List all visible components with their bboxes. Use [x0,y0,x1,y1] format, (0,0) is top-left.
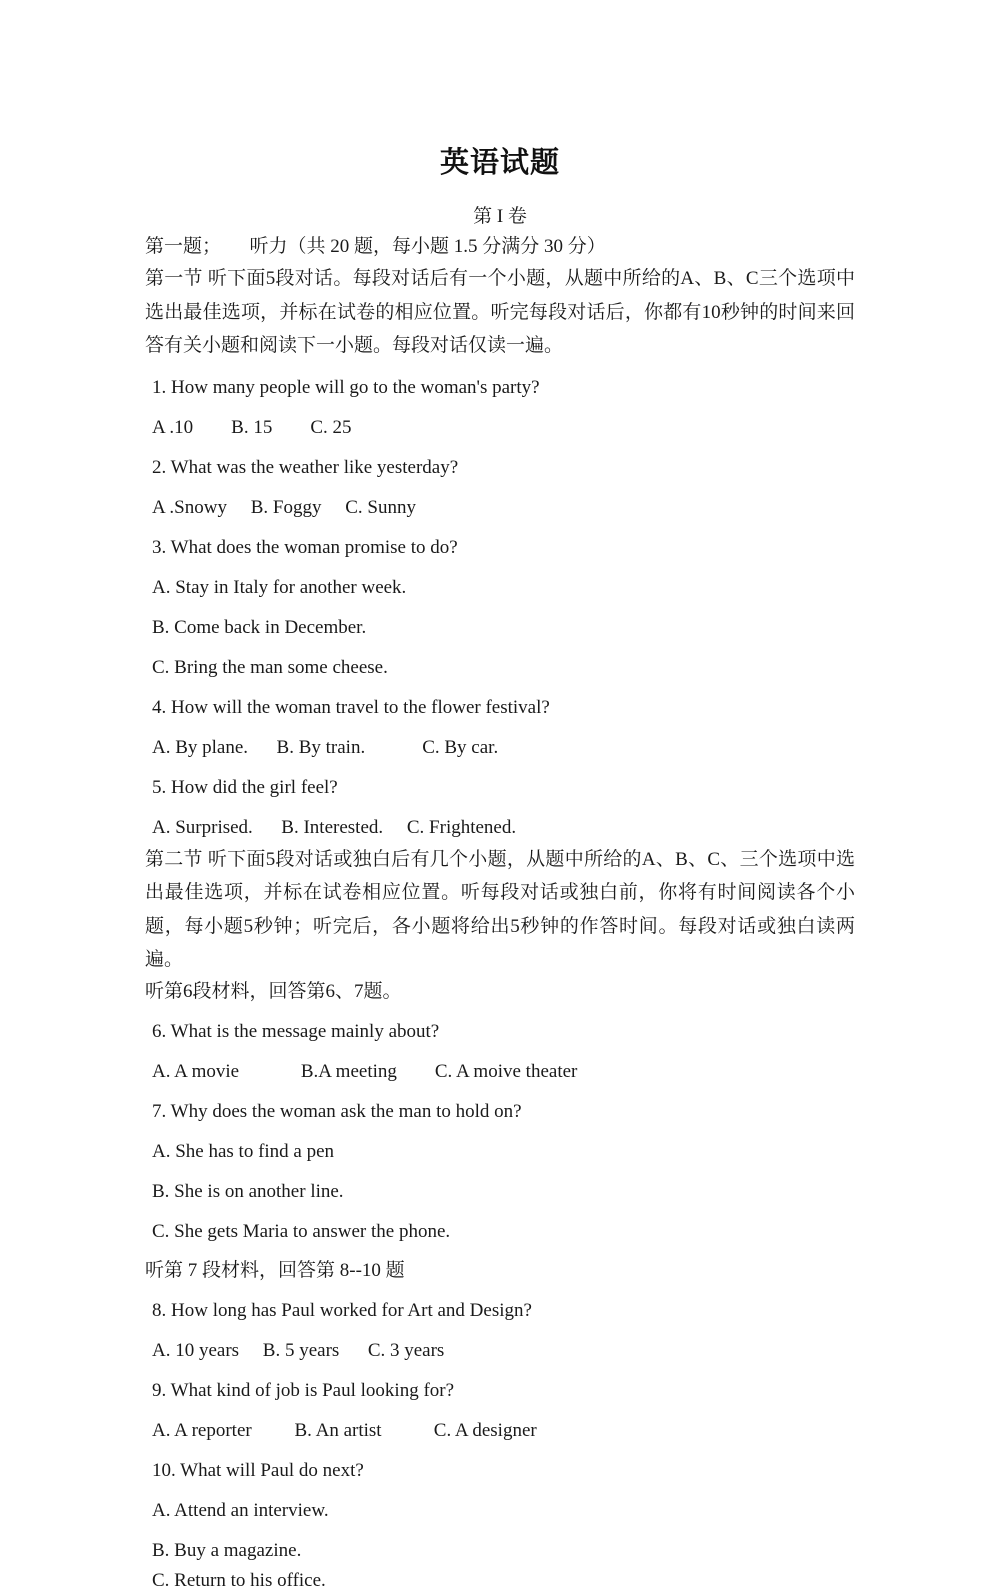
question-option-10-a: A. Attend an interview. [152,1499,329,1521]
document-content [145,140,855,1596]
question-stem-3: 3. What does the woman promise to do? [152,536,458,558]
question-option-7-a: A. She has to find a pen [152,1140,335,1162]
question-options-9: A. A reporter B. An artist C. A designer [152,1419,537,1441]
question-options-4: A. By plane. B. By train. C. By car. [152,736,499,758]
question-options-6: A. A movie B.A meeting C. A moive theater [152,1060,578,1082]
question-option-7-c: C. She gets Maria to answer the phone. [152,1220,451,1242]
question-stem-6: 6. What is the message mainly about? [152,1020,440,1042]
material-six-header: 听第6段材料，回答第6、7题。 [145,980,402,1002]
question-stem-5: 5. How did the girl feel? [152,776,338,798]
question-stem-1: 1. How many people will go to the woman's party? [152,376,540,398]
part-one-listening-header: 第一题； 听力（共 20 题，每小题 1.5 分满分 30 分） [145,236,606,257]
question-options-5: A. Surprised. B. Interested. C. Frightened. [152,816,517,838]
material-seven-header: 听第 7 段材料，回答第 8--10 题 [145,1259,405,1281]
question-option-10-c: C. Return to his office. [152,1569,326,1591]
question-stem-7: 7. Why does the woman ask the man to hold on? [152,1100,522,1122]
question-options-1: A .10 B. 15 C. 25 [152,416,352,438]
section-one-instructions: 第一节 听下面5段对话。每段对话后有一个小题，从题中所给的A、B、C三个选项中选出最佳选项，并标在试卷的相应位置。听完每段对话后，你都有10秒钟的时间来回答有关小题和阅读下一小题。每段对话仅读一遍。 [145,268,855,356]
section-two-instructions: 第二节 听下面5段对话或独白后有几个小题，从题中所给的A、B、C、三个选项中选出最佳选项，并标在试卷相应位置。听每段对话或独白前，你将有时间阅读各个小题，每小题5秒钟；听完后，各小题将给出5秒钟的作答时间。每段对话或独白读两遍。 [145,848,855,970]
question-stem-2: 2. What was the weather like yesterday? [152,456,459,478]
section-header-volume-one: 第 I 卷 [473,206,527,227]
question-option-3-b: B. Come back in December. [152,616,367,638]
question-option-7-b: B. She is on another line. [152,1180,344,1202]
question-options-2: A .Snowy B. Foggy C. Sunny [152,496,416,518]
question-stem-8: 8. How long has Paul worked for Art and Design? [152,1299,532,1321]
question-stem-10: 10. What will Paul do next? [152,1459,364,1481]
question-option-10-b: B. Buy a magazine. [152,1539,302,1561]
question-options-8: A. 10 years B. 5 years C. 3 years [152,1339,445,1361]
question-option-3-c: C. Bring the man some cheese. [152,656,388,678]
page-title: 英语试题 [439,147,560,179]
question-option-3-a: A. Stay in Italy for another week. [152,576,407,598]
question-stem-4: 4. How will the woman travel to the flower festival? [152,696,550,718]
question-stem-9: 9. What kind of job is Paul looking for? [152,1379,455,1401]
